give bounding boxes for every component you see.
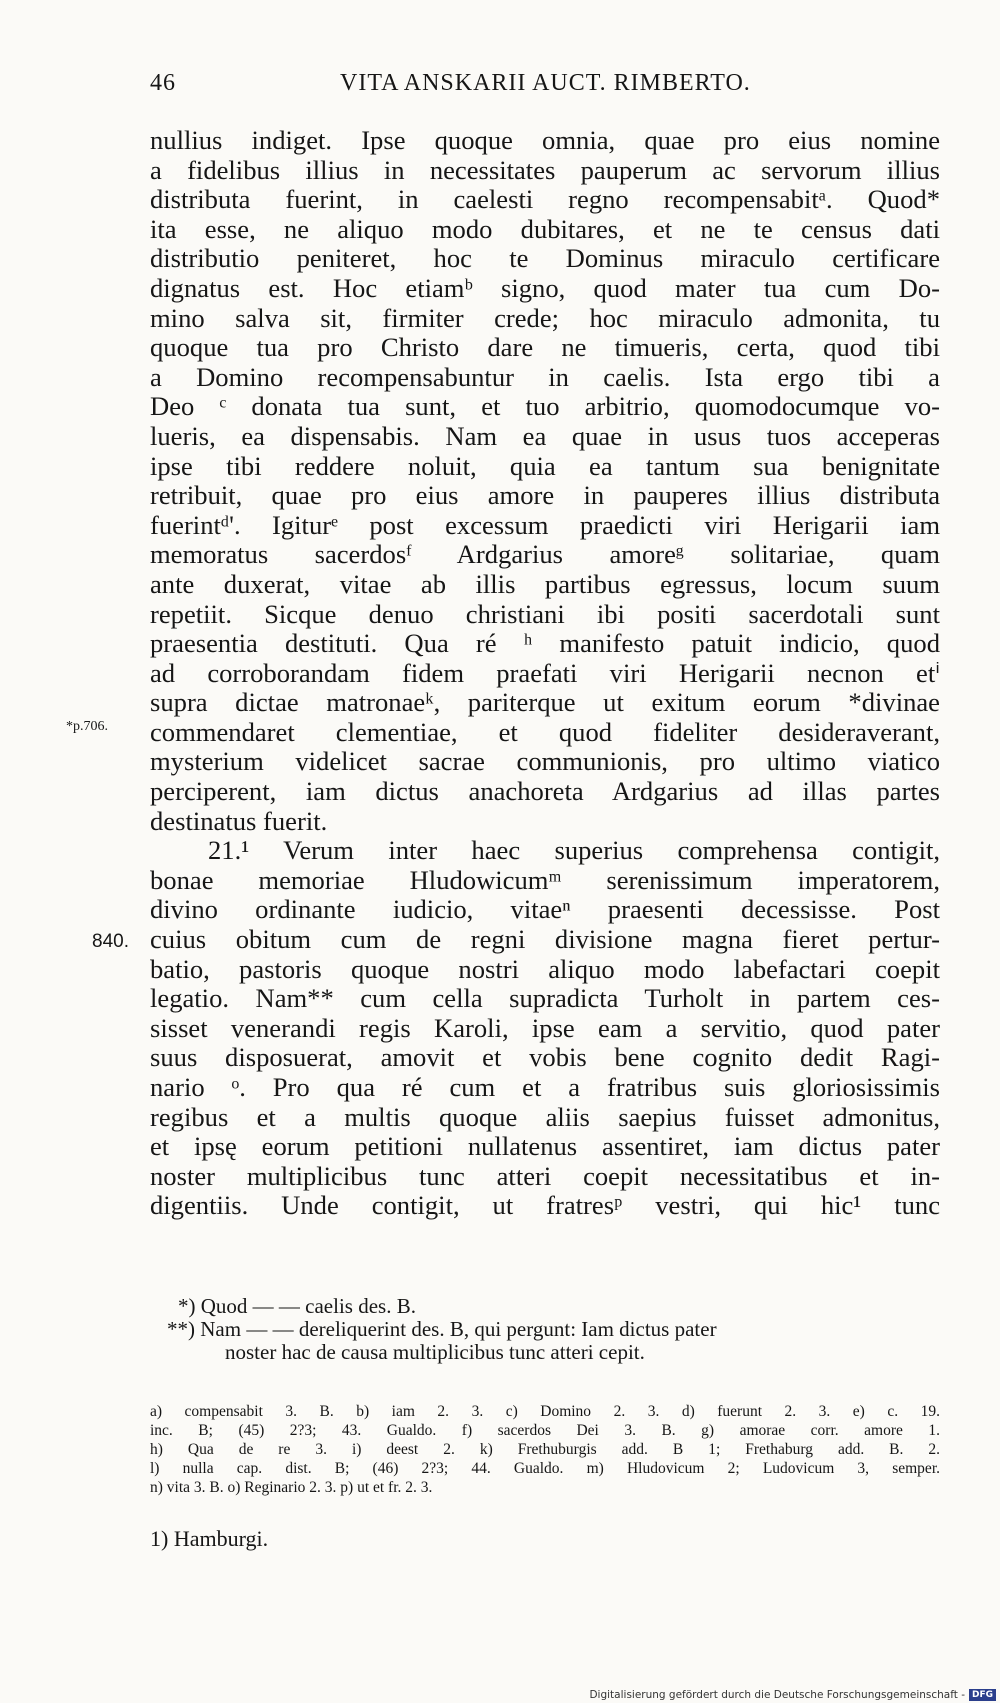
main-text [150, 126, 940, 1221]
critical-note: l) nulla cap. dist. B; (46) 2?3; 44. Gualdo. m) Hludovicum 2; Ludovicum 3, semper. [150, 1460, 940, 1477]
text-line: dignatus est. Hoc etiamᵇ signo, quod mater tua cum Do- [150, 272, 940, 303]
text-line: distributa fuerint, in caelesti regno recompensabitᵃ. Quod* [150, 184, 940, 215]
text-line: lueris, ea dispensabis. Nam ea quae in usus tuos acceperas [150, 420, 940, 451]
text-line: nario ᵒ. Pro qua ré cum et a fratribus suis gloriosissimis [150, 1072, 940, 1102]
text-line: a fidelibus illius in necessitates pauperum ac servorum illius [150, 154, 940, 185]
footnotes-critical [150, 1402, 940, 1497]
text-line: a Domino recompensabuntur in caelis. Ista ergo tibi a [150, 361, 940, 392]
text-line: ad corroborandam fidem praefati viri Herigarii necnon etⁱ [150, 657, 940, 688]
text-line: digentiis. Unde contigit, ut fratresᵖ vestri, qui hic¹ tunc [150, 1190, 940, 1221]
text-line: quoque tua pro Christo dare ne timueris, certa, quod tibi [150, 332, 940, 363]
text-line: ipse tibi reddere noluit, quia ea tantum sua benignitate [150, 450, 940, 481]
text-line: ita esse, ne aliquo modo dubitares, et ne te census dati [150, 213, 940, 244]
text-line: Deo ᶜ donata tua sunt, et tuo arbitrio, quomodocumque vo- [150, 391, 940, 422]
text-line: mino salva sit, firmiter crede; hoc miraculo admonita, tu [150, 302, 940, 333]
text-line: distributio peniteret, hoc te Dominus miraculo certificare [150, 243, 940, 274]
dfg-logo: DFG [969, 1689, 996, 1701]
chapter-start-line: 21.¹ Verum inter haec superius comprehensa contigit, [208, 835, 940, 866]
critical-note: h) Qua de re 3. i) deest 2. k) Frethuburgis add. B 1; Frethaburg add. B. 2. [150, 1441, 940, 1458]
text-line: noster multiplicibus tunc atteri coepit necessitatibus et in- [150, 1160, 940, 1191]
page-number: 46 [150, 70, 176, 96]
text-line: perciperent, iam dictus anachoreta Ardgarius ad illas partes [150, 776, 940, 807]
text-line: memoratus sacerdosᶠ Ardgarius amoreᵍ solitariae, quam [150, 539, 940, 570]
text-line: repetiit. Sicque denuo christiani ibi positi sacerdotali sunt [150, 598, 940, 629]
text-line: commendaret clementiae, et quod fideliter desideraverant, [150, 716, 940, 747]
text-line: et ipsę eorum petitioni nullatenus assentiret, iam dictus pater [150, 1131, 940, 1162]
critical-note: n) vita 3. B. o) Reginario 2. 3. p) ut et fr. 2. 3. [150, 1479, 433, 1496]
margin-year: 840. [92, 931, 129, 952]
critical-note: inc. B; (45) 2?3; 43. Gualdo. f) sacerdos Dei 3. B. g) amorae corr. amore 1. [150, 1422, 940, 1439]
text-line: batio, pastoris quoque nostri aliquo modo labefactari coepit [150, 953, 940, 984]
text-line: cuius obitum cum de regni divisione magna fieret pertur- [150, 924, 940, 955]
footnote: noster hac de causa multiplicibus tunc atteri cepit. [225, 1340, 645, 1364]
text-line: divino ordinante iudicio, vitaeⁿ praesenti decessisse. Post [150, 894, 940, 925]
text-line: fuerintᵈ'. Igiturᵉ post excessum praedicti viri Herigarii iam [150, 509, 940, 540]
footnote: *) Quod — — caelis des. B. [178, 1294, 416, 1318]
footnotes-major [167, 1294, 940, 1364]
text-line: nullius indiget. Ipse quoque omnia, quae pro eius nomine [150, 125, 940, 155]
page-header [150, 70, 928, 104]
footnote-1: 1) Hamburgi. [150, 1526, 269, 1551]
text-line: mysterium videlicet sacrae communionis, pro ultimo viatico [150, 746, 940, 777]
margin-page-ref: *p.706. [66, 719, 108, 734]
text-line: bonae memoriae Hludowicumᵐ serenissimum imperatorem, [150, 864, 940, 895]
text-line: ante duxerat, vitae ab illis partibus egressus, locum suum [150, 568, 940, 599]
digitization-credit [589, 1689, 996, 1701]
text-line: supra dictae matronaeᵏ, pariterque ut exitum eorum *divinae [150, 687, 940, 718]
credit-text: Digitalisierung gefördert durch die Deutsche Forschungsgemeinschaft - [589, 1689, 965, 1701]
text-line: sisset venerandi regis Karoli, ipse eam a servitio, quod pater [150, 1012, 940, 1043]
text-line: regibus et a multis quoque aliis saepius fuisset admonitus, [150, 1101, 940, 1132]
critical-note: a) compensabit 3. B. b) iam 2. 3. c) Domino 2. 3. d) fuerunt 2. 3. e) c. 19. [150, 1403, 940, 1420]
footnote: **) Nam — — dereliquerint des. B, qui pergunt: Iam dictus pater [167, 1317, 717, 1341]
text-line: retribuit, quae pro eius amore in pauperes illius distributa [150, 480, 940, 511]
text-line: suus disposuerat, amovit et vobis bene cognito dedit Ragi- [150, 1042, 940, 1073]
text-line: legatio. Nam** cum cella supradicta Turholt in partem ces- [150, 983, 940, 1014]
text-line: praesentia destituti. Qua ré ʰ manifesto patuit indicio, quod [150, 628, 940, 659]
running-title: VITA ANSKARII AUCT. RIMBERTO. [340, 70, 751, 96]
text-line: destinatus fuerit. [150, 805, 328, 836]
